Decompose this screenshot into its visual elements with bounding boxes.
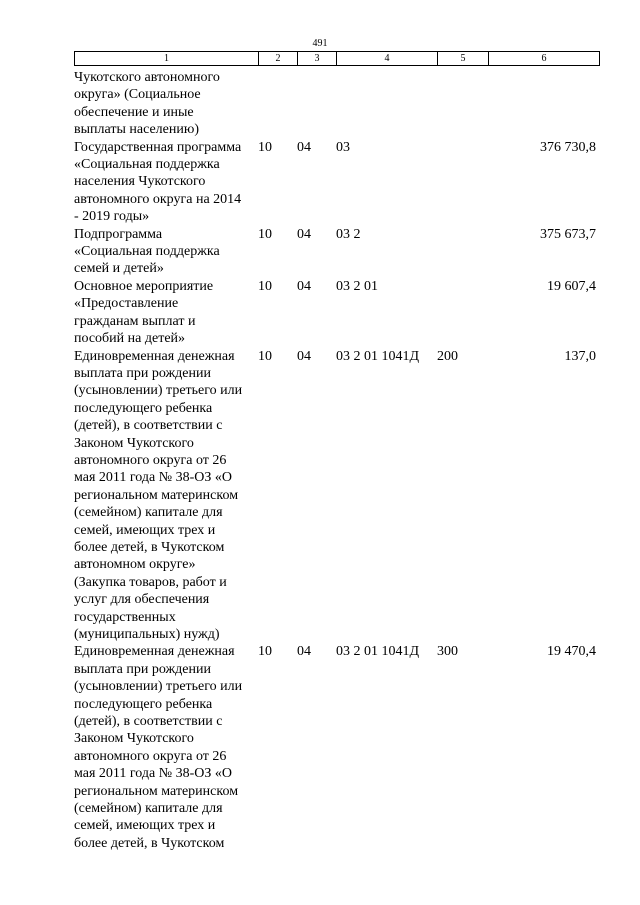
column-header-5: 5 (438, 52, 489, 66)
section-code: 10 (258, 139, 272, 155)
item-name: Подпрограмма «Социальная поддержка семей и детей» (74, 226, 220, 277)
target-article-code: 03 2 01 1041Д (336, 644, 420, 660)
section-code: 10 (258, 348, 272, 364)
amount: 19 607,4 (547, 278, 596, 294)
item-name: Государственная программа «Социальная поддержка населения Чукотского автономного округа на 2014 - 2019 годы» (74, 139, 242, 225)
expense-type-code: 300 (437, 644, 458, 660)
section-code: 10 (258, 644, 272, 660)
page-number: 491 (312, 38, 328, 49)
subsection-code: 04 (297, 278, 311, 294)
subsection-code: 04 (297, 644, 311, 660)
section-code: 10 (258, 278, 272, 294)
column-header-6: 6 (489, 52, 600, 66)
column-header-1: 1 (75, 52, 259, 66)
subsection-code: 04 (297, 226, 311, 242)
target-article-code: 03 2 01 (336, 278, 378, 294)
section-code: 10 (258, 226, 272, 242)
table-row (74, 643, 599, 852)
amount: 19 470,4 (547, 644, 596, 660)
target-article-code: 03 2 (336, 226, 361, 242)
item-name: Основное мероприятие «Предоставление гражданам выплат и пособий на детей» (74, 278, 214, 347)
amount: 375 673,7 (540, 226, 596, 242)
item-name: Чукотского автономного округа» (Социальное обеспечение и иные выплаты населению) (74, 70, 220, 138)
table-row (74, 226, 599, 278)
table-row (74, 69, 599, 139)
budget-table-body (74, 69, 599, 852)
column-header-2: 2 (259, 52, 298, 66)
table-row (74, 278, 599, 348)
table-row (74, 139, 599, 226)
amount: 376 730,8 (540, 139, 596, 155)
item-name: Единовременная денежная выплата при рождении (усыновлении) третьего или последующего ребенка (детей), в соответствии с Законом Чукотского автономного округа от 26 мая 2011 года № 38-ОЗ «О региональном материнском (семейном) капитале для семей, имеющих трех и более детей, в Чукотском автономном округе» (Закупка товаров, работ и услуг для обеспечения государственных (муниципальных) нужд) (74, 348, 243, 642)
table-row (74, 348, 599, 644)
item-name: Единовременная денежная выплата при рождении (усыновлении) третьего или последующего ребенка (детей), в соответствии с Законом Чукотского автономного округа от 26 мая 2011 года № 38-ОЗ «О региональном материнском (семейном) капитале для семей, имеющих трех и более детей, в Чукотском (74, 644, 243, 851)
subsection-code: 04 (297, 348, 311, 364)
subsection-code: 04 (297, 139, 311, 155)
column-header-row (74, 51, 600, 66)
target-article-code: 03 2 01 1041Д (336, 348, 420, 364)
column-header-4: 4 (337, 52, 438, 66)
column-header-3: 3 (298, 52, 337, 66)
expense-type-code: 200 (437, 348, 458, 364)
target-article-code: 03 (336, 139, 350, 155)
amount: 137,0 (564, 348, 596, 364)
